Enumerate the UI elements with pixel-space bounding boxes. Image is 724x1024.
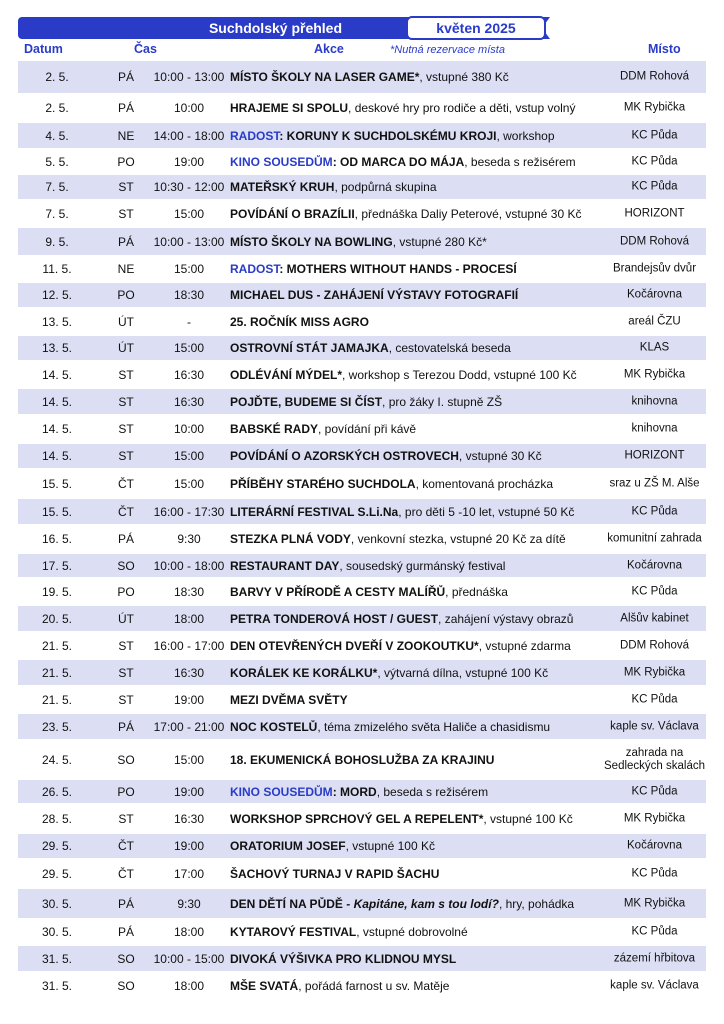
event-description xyxy=(230,693,625,707)
event-date: 13. 5. xyxy=(41,314,73,329)
event-place: KC Půda xyxy=(631,585,678,597)
event-details: , cestovatelská beseda xyxy=(388,341,511,355)
event-date: 29. 5. xyxy=(41,839,73,853)
event-place: MK Rybička xyxy=(623,812,686,824)
event-title: HRAJEME SI SPOLU xyxy=(230,101,349,115)
event-title: STEZKA PLNÁ VODY xyxy=(230,532,351,546)
event-series-label: KINO SOUSEDŮM xyxy=(230,784,333,799)
table-row xyxy=(18,859,706,889)
event-title: : MORD xyxy=(332,784,377,799)
event-day: ČT xyxy=(118,866,134,881)
event-details: , vstupné 30 Kč xyxy=(458,449,542,463)
event-place: sraz u ZŠ M. Alše xyxy=(609,477,700,489)
event-day: NE xyxy=(117,128,135,143)
event-title: KYTAROVÝ FESTIVAL xyxy=(230,925,357,939)
event-time: 18:00 xyxy=(173,979,205,993)
event-date: 21. 5. xyxy=(41,638,73,653)
event-time: 9:30 xyxy=(177,896,201,911)
event-place: KC Půda xyxy=(631,693,678,705)
event-time: 16:00 - 17:30 xyxy=(153,504,225,519)
event-date: 29. 5. xyxy=(41,866,73,881)
event-place: kaple sv. Václava xyxy=(610,979,699,992)
title-bar xyxy=(18,17,705,39)
event-title: POVÍDÁNÍ O BRAZÍLII xyxy=(230,206,355,221)
event-details: , workshop xyxy=(496,128,555,143)
table-header xyxy=(18,42,708,60)
event-date: 15. 5. xyxy=(41,504,73,519)
event-day: PO xyxy=(117,784,135,799)
event-description xyxy=(230,70,625,84)
event-time: 15:00 xyxy=(173,476,205,491)
event-place: KC Půda xyxy=(631,925,678,938)
event-details: , vstupné 280 Kč* xyxy=(392,234,487,249)
event-date: 2. 5. xyxy=(45,70,69,84)
event-time: 16:30 xyxy=(173,811,205,826)
event-date: 14. 5. xyxy=(41,367,73,382)
event-time: 15:00 xyxy=(173,341,205,355)
table-row xyxy=(18,946,706,972)
event-place: KC Půda xyxy=(631,180,678,193)
event-title: MATEŘSKÝ KRUH xyxy=(230,180,335,194)
event-place: KLAS xyxy=(639,341,670,354)
table-row xyxy=(18,308,706,336)
event-description xyxy=(230,129,625,143)
event-place: HORIZONT xyxy=(624,449,685,462)
event-day: PÁ xyxy=(117,70,134,84)
table-row xyxy=(18,578,706,606)
event-time: 15:00 xyxy=(173,206,205,221)
event-description xyxy=(230,207,625,221)
event-title: 18. EKUMENICKÁ BOHOSLUŽBA ZA KRAJINU xyxy=(230,752,495,767)
event-time: 15:00 xyxy=(173,262,205,276)
event-title: PETRA TONDEROVÁ HOST / GUEST xyxy=(230,611,439,626)
event-date: 9. 5. xyxy=(45,234,69,249)
event-day: PO xyxy=(117,288,135,302)
event-description xyxy=(230,585,625,599)
event-title: MÍSTO ŠKOLY NA BOWLING xyxy=(230,234,393,249)
event-place: DDM Rohová xyxy=(619,639,690,651)
event-day: PÁ xyxy=(117,925,134,939)
event-details: , přednáška Daliy Peterové, vstupné 30 Kč xyxy=(354,206,582,221)
event-time: 10:00 - 15:00 xyxy=(153,951,225,966)
event-description xyxy=(230,785,625,799)
event-details: , vstupné dobrovolné xyxy=(356,925,468,939)
event-time: 16:30 xyxy=(173,394,205,409)
event-date: 13. 5. xyxy=(41,341,73,355)
event-date: 5. 5. xyxy=(45,154,69,169)
table-row xyxy=(18,444,706,469)
event-description xyxy=(230,155,625,169)
event-time: 19:00 xyxy=(173,154,205,169)
event-series-label: RADOST xyxy=(230,262,280,276)
event-day: PÁ xyxy=(117,101,134,115)
event-place: zahrada na Sedleckých skalách xyxy=(604,746,705,772)
event-title: DEN DĚTÍ NA PŮDĚ xyxy=(230,896,343,911)
table-row xyxy=(18,123,706,149)
event-title: MŠE SVATÁ xyxy=(230,979,299,993)
event-day: PO xyxy=(117,154,135,169)
event-time: 17:00 xyxy=(173,866,205,881)
event-details: , komentovaná procházka xyxy=(415,476,553,491)
event-time: 10:00 xyxy=(173,422,205,436)
event-details: , sousedský gurmánský festival xyxy=(339,558,506,573)
event-date: 28. 5. xyxy=(41,811,73,826)
table-row xyxy=(18,283,706,308)
event-description xyxy=(230,235,625,249)
table-row xyxy=(18,686,706,714)
event-description xyxy=(230,925,625,939)
event-details: , výtvarná dílna, vstupné 100 Kč xyxy=(377,665,549,680)
table-row xyxy=(18,336,706,361)
event-place: KC Půda xyxy=(631,129,678,141)
event-place: areál ČZU xyxy=(628,315,681,327)
event-day: SO xyxy=(117,558,135,573)
event-day: ČT xyxy=(118,476,134,491)
event-date: 21. 5. xyxy=(41,692,73,707)
table-row xyxy=(18,780,706,804)
event-title: BARVY V PŘÍRODĚ A CESTY MALÍŘŮ xyxy=(230,584,446,599)
event-date: 31. 5. xyxy=(41,979,73,993)
event-date: 7. 5. xyxy=(45,180,69,194)
event-series-label: KINO SOUSEDŮM xyxy=(230,154,333,169)
event-day: ČT xyxy=(118,504,134,519)
event-date: 20. 5. xyxy=(41,611,73,626)
event-time: 17:00 - 21:00 xyxy=(153,719,225,734)
event-time: 16:30 xyxy=(173,367,205,382)
event-date: 2. 5. xyxy=(45,101,69,115)
event-series-label: RADOST xyxy=(230,128,280,143)
event-details: , téma zmizelého světa Haliče a chasidismu xyxy=(317,719,551,734)
event-date: 4. 5. xyxy=(45,128,69,143)
table-row xyxy=(18,554,706,578)
event-description xyxy=(230,505,625,519)
event-time: 10:00 - 13:00 xyxy=(153,70,225,84)
event-time: 18:00 xyxy=(173,925,205,939)
event-description xyxy=(230,666,625,680)
event-day: PÁ xyxy=(117,896,134,911)
event-title: 25. ROČNÍK MISS AGRO xyxy=(230,314,369,329)
event-details: , beseda s režisérem xyxy=(464,154,576,169)
event-description xyxy=(230,449,625,463)
event-day: ST xyxy=(118,665,134,680)
event-title: WORKSHOP SPRCHOVÝ GEL A REPELENT* xyxy=(230,811,484,826)
event-description xyxy=(230,101,625,115)
event-title: ODLÉVÁNÍ MÝDEL* xyxy=(230,367,343,382)
table-row xyxy=(18,200,706,228)
event-place: KC Půda xyxy=(631,785,678,797)
table-row xyxy=(18,61,706,94)
event-time: 14:00 - 18:00 xyxy=(153,128,225,143)
event-day: SO xyxy=(117,752,135,767)
event-time: 15:00 xyxy=(173,752,205,767)
event-description xyxy=(230,532,625,546)
header-akce: Akce xyxy=(314,42,344,56)
event-day: ST xyxy=(118,180,134,194)
event-date: 30. 5. xyxy=(41,896,73,911)
table-row xyxy=(18,228,706,256)
event-description xyxy=(230,979,625,993)
table-row xyxy=(18,389,706,415)
header-reservation-note: *Nutná rezervace místa xyxy=(390,44,505,56)
event-place: KC Půda xyxy=(631,867,678,879)
event-time: 19:00 xyxy=(173,784,205,799)
event-title: PŘÍBĚHY STARÉHO SUCHDOLA xyxy=(230,476,416,491)
event-description xyxy=(230,897,625,911)
event-day: PÁ xyxy=(117,234,134,249)
event-description xyxy=(230,812,625,826)
event-description xyxy=(230,867,625,881)
page-title: Suchdolský přehled xyxy=(18,17,418,39)
event-day: ST xyxy=(118,422,134,436)
event-details: , vstupné zdarma xyxy=(478,638,571,653)
event-date: 12. 5. xyxy=(41,288,73,302)
event-day: ÚT xyxy=(118,314,134,329)
event-details: , pro žáky I. stupně ZŠ xyxy=(382,394,503,409)
event-day: PÁ xyxy=(117,719,134,734)
event-time: 19:00 xyxy=(173,839,205,853)
event-place: DDM Rohová xyxy=(619,235,690,247)
event-day: ST xyxy=(118,394,134,409)
header-misto: Místo xyxy=(648,42,681,56)
event-details: , zahájení výstavy obrazů xyxy=(438,611,574,626)
event-details: , hry, pohádka xyxy=(498,896,575,911)
header-cas: Čas xyxy=(134,42,157,56)
event-place: komunitní zahrada xyxy=(607,532,702,545)
event-details: , beseda s režisérem xyxy=(376,784,489,799)
event-details: , vstupné 100 Kč xyxy=(345,839,435,853)
event-time: 10:00 xyxy=(173,101,205,115)
event-description xyxy=(230,395,625,409)
event-time: 15:00 xyxy=(173,449,205,463)
event-time: 16:30 xyxy=(173,665,205,680)
month-badge: květen 2025 xyxy=(406,16,546,40)
event-title: NOC KOSTELŮ xyxy=(230,719,318,734)
event-title: MICHAEL DUS - ZAHÁJENÍ VÝSTAVY FOTOGRAFIÍ xyxy=(230,288,519,302)
event-details: , workshop s Terezou Dodd, vstupné 100 Kč xyxy=(342,367,577,382)
event-date: 21. 5. xyxy=(41,665,73,680)
event-details: , venkovní stezka, vstupné 20 Kč za dítě xyxy=(350,532,566,546)
table-row xyxy=(18,714,706,740)
event-place: HORIZONT xyxy=(624,207,685,219)
event-time: - xyxy=(187,314,191,329)
event-place: KC Půda xyxy=(631,155,678,167)
table-row xyxy=(18,804,706,834)
table-row xyxy=(18,740,706,780)
event-place: knihovna xyxy=(631,422,678,435)
event-description xyxy=(230,262,625,276)
event-description xyxy=(230,422,625,436)
event-place: kaple sv. Václava xyxy=(610,720,699,732)
event-date: 14. 5. xyxy=(41,449,73,463)
event-place: zázemí hřbitova xyxy=(613,952,696,964)
event-place: Kočárovna xyxy=(627,839,682,852)
table-row xyxy=(18,834,706,859)
table-row xyxy=(18,660,706,686)
table-row xyxy=(18,256,706,283)
event-description xyxy=(230,368,625,382)
event-title: : KORUNY K SUCHDOLSKÉMU KROJI xyxy=(279,128,497,143)
event-details: , deskové hry pro rodiče a děti, vstup volný xyxy=(348,101,576,115)
table-row xyxy=(18,469,706,499)
event-place: knihovna xyxy=(631,395,678,407)
event-title: BABSKÉ RADY xyxy=(230,422,319,436)
event-title: ORATORIUM JOSEF xyxy=(230,839,346,853)
event-title: POVÍDÁNÍ O AZORSKÝCH OSTROVECH xyxy=(230,449,459,463)
event-title: MÍSTO ŠKOLY NA LASER GAME* xyxy=(230,70,420,84)
event-title: MEZI DVĚMA SVĚTY xyxy=(230,692,348,707)
table-row xyxy=(18,972,706,1001)
event-title: OSTROVNÍ STÁT JAMAJKA xyxy=(230,341,389,355)
event-time: 10:30 - 12:00 xyxy=(153,180,225,194)
event-description xyxy=(230,180,625,194)
event-place: MK Rybička xyxy=(623,897,686,909)
event-place: MK Rybička xyxy=(623,368,686,380)
event-time: 9:30 xyxy=(177,532,201,546)
event-date: 23. 5. xyxy=(41,719,73,734)
table-row xyxy=(18,525,706,554)
event-date: 14. 5. xyxy=(41,394,73,409)
event-place: KC Půda xyxy=(631,505,678,517)
event-time: 16:00 - 17:00 xyxy=(153,638,225,653)
table-row xyxy=(18,889,706,919)
event-description xyxy=(230,952,625,966)
event-date: 19. 5. xyxy=(41,584,73,599)
event-title: DEN OTEVŘENÝCH DVEŘÍ V ZOOKOUTKU* xyxy=(230,638,479,653)
event-date: 16. 5. xyxy=(41,532,73,546)
event-title: DIVOKÁ VÝŠIVKA PRO KLIDNOU MYSL xyxy=(230,951,457,966)
event-title: : MOTHERS WITHOUT HANDS - PROCESÍ xyxy=(279,262,517,276)
table-row xyxy=(18,919,706,946)
event-place: MK Rybička xyxy=(623,666,686,678)
event-day: SO xyxy=(117,951,135,966)
event-day: ST xyxy=(118,206,134,221)
event-date: 15. 5. xyxy=(41,476,73,491)
event-date: 26. 5. xyxy=(41,784,73,799)
event-day: ST xyxy=(118,692,134,707)
event-description xyxy=(230,612,625,626)
event-time: 19:00 xyxy=(173,692,205,707)
event-day: ST xyxy=(118,638,134,653)
event-title: ŠACHOVÝ TURNAJ V RAPID ŠACHU xyxy=(230,866,440,881)
table-row xyxy=(18,361,706,389)
event-day: PÁ xyxy=(117,532,134,546)
event-date: 31. 5. xyxy=(41,951,73,966)
event-details: , přednáška xyxy=(445,584,508,599)
event-time: 18:30 xyxy=(173,584,205,599)
event-date: 24. 5. xyxy=(41,752,73,767)
event-description xyxy=(230,477,625,491)
event-day: ST xyxy=(118,811,134,826)
event-title: LITERÁRNÍ FESTIVAL S.Li.Na xyxy=(230,504,399,519)
event-time: 10:00 - 18:00 xyxy=(153,558,225,573)
event-description xyxy=(230,559,625,573)
table-row xyxy=(18,94,706,123)
event-place: Brandejsův dvůr xyxy=(612,262,697,275)
event-title: : OD MARCA DO MÁJA xyxy=(332,154,465,169)
event-date: 17. 5. xyxy=(41,558,73,573)
header-datum: Datum xyxy=(24,42,63,56)
event-place: Kočárovna xyxy=(627,559,682,571)
events-table xyxy=(18,61,706,1001)
event-time: 18:30 xyxy=(173,288,205,302)
event-time: 18:00 xyxy=(173,611,205,626)
event-date: 7. 5. xyxy=(45,206,69,221)
table-row xyxy=(18,606,706,632)
event-day: ÚT xyxy=(118,611,134,626)
event-title: KORÁLEK KE KORÁLKU* xyxy=(230,665,378,680)
event-description xyxy=(230,288,625,302)
event-details: , pořádá farnost u sv. Matěje xyxy=(298,979,450,993)
event-title: RESTAURANT DAY xyxy=(230,558,340,573)
event-description xyxy=(230,341,625,355)
event-place: DDM Rohová xyxy=(619,70,690,83)
event-day: SO xyxy=(117,979,135,993)
event-day: PO xyxy=(117,584,135,599)
table-row xyxy=(18,499,706,525)
table-row xyxy=(18,149,706,175)
event-day: ST xyxy=(118,449,134,463)
event-description xyxy=(230,839,625,853)
table-row xyxy=(18,632,706,660)
event-details: , pro děti 5 -10 let, vstupné 50 Kč xyxy=(398,504,575,519)
event-details: , vstupné 100 Kč xyxy=(483,811,573,826)
event-day: ČT xyxy=(118,839,134,853)
event-place: MK Rybička xyxy=(623,101,686,114)
event-day: ST xyxy=(118,367,134,382)
event-details: , podpůrná skupina xyxy=(334,180,437,194)
event-place: Kočárovna xyxy=(627,288,682,301)
table-row xyxy=(18,175,706,200)
event-details: , vstupné 380 Kč xyxy=(419,70,509,84)
event-day: ÚT xyxy=(118,341,134,355)
event-subtitle: - Kapitáne, kam s tou lodí? xyxy=(342,896,499,911)
event-date: 11. 5. xyxy=(42,262,72,276)
event-date: 14. 5. xyxy=(41,422,73,436)
event-title: POJĎTE, BUDEME SI ČÍST xyxy=(230,394,383,409)
event-time: 10:00 - 13:00 xyxy=(153,234,225,249)
event-description xyxy=(230,720,625,734)
table-row xyxy=(18,415,706,444)
event-description xyxy=(230,315,625,329)
event-details: , povídání při kávě xyxy=(318,422,417,436)
event-place: Alšův kabinet xyxy=(620,612,689,624)
event-description xyxy=(230,639,625,653)
event-date: 30. 5. xyxy=(41,925,73,939)
event-description xyxy=(230,753,625,767)
event-day: NE xyxy=(117,262,135,276)
